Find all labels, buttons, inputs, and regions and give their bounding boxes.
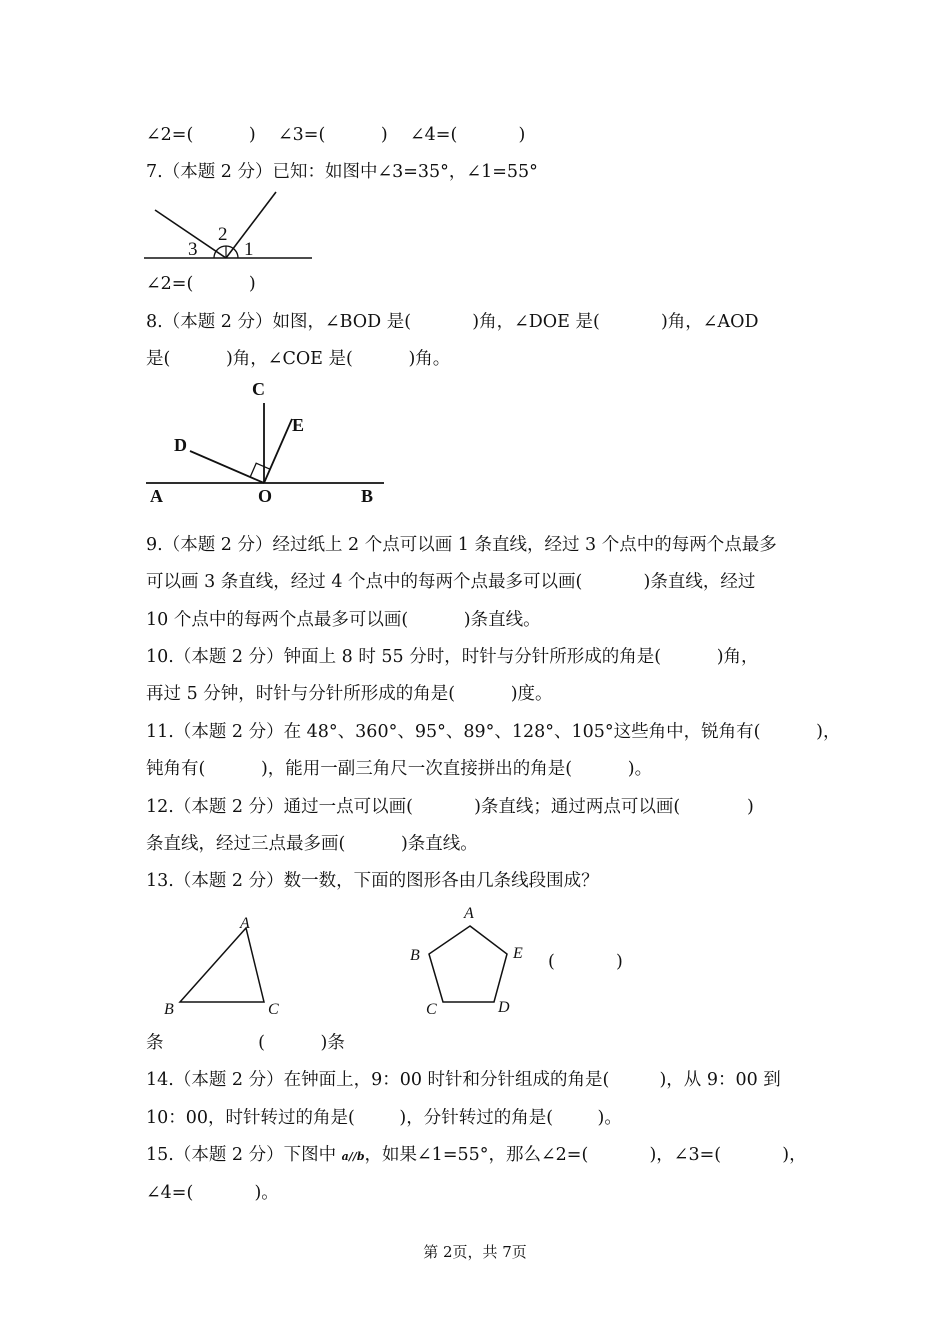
question-11-line1: 11.（本题 2 分）在 48°、360°、95°、89°、128°、105°这些角中，锐角有( )， <box>146 722 841 742</box>
pentagon-label-C: C <box>426 1001 437 1018</box>
pentagon-label-A: A <box>464 905 474 922</box>
q15-text-end: ，如果∠1=55°，那么∠2=( )，∠3=( )， <box>364 1145 807 1165</box>
fig8-label-D: D <box>174 435 187 455</box>
fig7-label-2: 2 <box>218 224 228 245</box>
question-10-line1: 10.（本题 2 分）钟面上 8 时 55 分时，时针与分针所形成的角是( )角， <box>146 647 759 667</box>
question-8-line2: 是( )角，∠COE 是( )角。 <box>146 349 451 369</box>
question-11-line2: 钝角有( )，能用一副三角尺一次直接拼出的角是( )。 <box>146 759 653 779</box>
fig8-label-O: O <box>258 486 273 506</box>
page-footer: 第 2页，共 7页 <box>423 1243 527 1261</box>
figure-triangle <box>160 912 300 1022</box>
pentagon-label-D: D <box>498 999 510 1016</box>
question-9-line2: 可以画 3 条直线，经过 4 个点中的每两个点最多可以画( )条直线，经过 <box>146 572 756 592</box>
q13-answer-line: 条 ( )条 <box>146 1033 345 1053</box>
q15-parallel-notation: a//b <box>341 1150 365 1163</box>
question-7: 7.（本题 2 分）已知：如图中∠3=35°，∠1=55° <box>146 162 538 182</box>
question-14-line1: 14.（本题 2 分）在钟面上，9：00 时针和分针组成的角是( )，从 9：00 到 <box>146 1070 781 1090</box>
question-9-line1: 9.（本题 2 分）经过纸上 2 个点可以画 1 条直线，经过 3 个点中的每两个点最多 <box>146 535 777 555</box>
q6-answer-line: ∠2=( ) ∠3=( ) ∠4=( ) <box>146 125 526 145</box>
fig7-label-1: 1 <box>244 239 254 260</box>
question-10-line2: 再过 5 分钟，时针与分针所形成的角是( )度。 <box>146 684 553 704</box>
q15-text-start: 15.（本题 2 分）下图中 <box>146 1145 342 1165</box>
question-15-line2: ∠4=( )。 <box>146 1183 279 1203</box>
figure-pentagon <box>400 900 540 1020</box>
figure-q7 <box>140 188 320 264</box>
question-8-line1: 8.（本题 2 分）如图，∠BOD 是( )角，∠DOE 是( )角，∠AOD <box>146 312 759 332</box>
fig8-label-B: B <box>361 486 374 506</box>
pentagon-label-E: E <box>513 945 523 962</box>
question-14-line2: 10：00，时针转过的角是( )，分针转过的角是( )。 <box>146 1108 622 1128</box>
triangle-label-C: C <box>268 1001 279 1018</box>
pentagon-label-B: B <box>410 947 420 964</box>
q7-answer: ∠2=( ) <box>146 274 256 294</box>
question-12-line1: 12.（本题 2 分）通过一点可以画( )条直线；通过两点可以画( ) <box>146 797 754 817</box>
q13-answer-paren: ( ) <box>548 952 623 972</box>
fig8-label-C: C <box>252 379 265 399</box>
triangle-label-A: A <box>240 915 250 932</box>
fig8-label-E: E <box>292 415 305 435</box>
fig8-label-A: A <box>150 486 163 506</box>
question-15-line1 <box>146 1143 807 1169</box>
triangle-label-B: B <box>164 1001 174 1018</box>
question-13: 13.（本题 2 分）数一数，下面的图形各由几条线段围成？ <box>146 871 599 891</box>
figure-q8 <box>140 375 390 507</box>
question-12-line2: 条直线，经过三点最多画( )条直线。 <box>146 834 478 854</box>
fig7-label-3: 3 <box>188 239 198 260</box>
question-9-line3: 10 个点中的每两个点最多可以画( )条直线。 <box>146 610 541 630</box>
